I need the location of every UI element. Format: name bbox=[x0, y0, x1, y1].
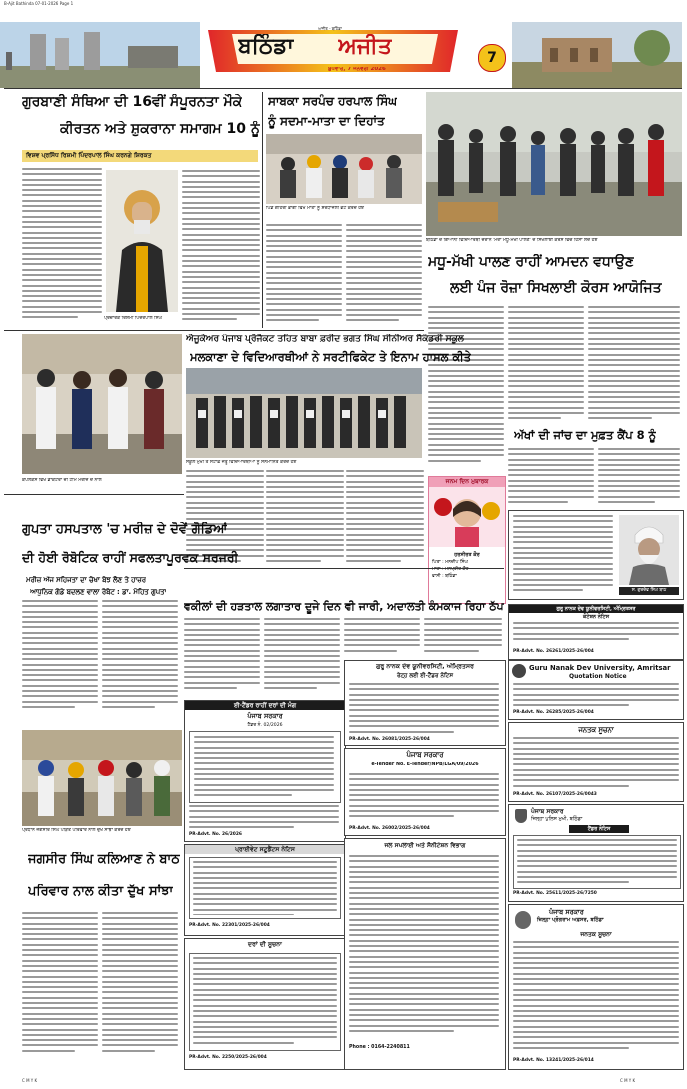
gndu-quotation-ad bbox=[508, 604, 684, 660]
gndu-rate-pr: PR-Advt. No. 26081/2025-26/004 bbox=[349, 737, 430, 742]
water-ad bbox=[344, 838, 506, 1070]
school-headline-1: ਐਜੂਕੇਅਰ ਪੰਜਾਬ ਪ੍ਰੋਜੈਕਟ ਤਹਿਤ ਬਾਬਾ ਫ਼ਰੀਦ ਭਗਤ ਸਿੰਘ ਸੀਨੀਅਰ ਸੈਕੰਡਰੀ ਸਕੂਲ bbox=[186, 334, 464, 344]
etender-body bbox=[349, 773, 499, 823]
footer-cmyk-left: C M Y K bbox=[22, 1078, 38, 1083]
school-body-2 bbox=[266, 470, 344, 566]
public-notice-body bbox=[513, 737, 679, 789]
police-table bbox=[513, 835, 681, 889]
gndu-en-body bbox=[513, 683, 679, 709]
seed-notice-title: ਪ੍ਰਾਈਵੇਟ ਸਟੂਡੈਂਟਸ ਨੋਟਿਸ bbox=[185, 845, 345, 854]
police-emblem-icon bbox=[515, 809, 527, 823]
lawyers-headline: ਵਕੀਲਾਂ ਦੀ ਹੜਤਾਲ ਲਗਾਤਾਰ ਦੂਜੇ ਦਿਨ ਵੀ ਜਾਰੀ, ਅਦਾਲਤੀ ਕੰਮਕਾਜ ਰਿਹਾ ਠੱਪ bbox=[184, 600, 504, 613]
rate-notice-table bbox=[189, 953, 341, 1051]
tender-ad-1 bbox=[184, 700, 346, 842]
program-officer-pr: PR-Advt. No. 13241/2025-26/014 bbox=[513, 1058, 594, 1063]
birthday-photo bbox=[429, 487, 505, 547]
sarpanch-headline-1: ਸਾਬਕਾ ਸਰਪੰਚ ਹਰਪਾਲ ਸਿੰਘ bbox=[268, 94, 398, 108]
date-line: ਬੁੱਧਵਾਰ, 7 ਜਨਵਰੀ 2026 bbox=[328, 67, 386, 72]
hospital-subhead: ਮਰੀਜ਼ ਅੱਜ ਸਹਿਜਤਾ ਦਾ ਚੋਖਾ ਬੋਝ ਲੈਣ ਤੇ ਹਾਜ਼ਰ bbox=[26, 576, 146, 584]
page-number: 7 bbox=[487, 50, 497, 66]
etender-no: e-Tender No. E-Tender/NPB/LGA/09/2026 bbox=[371, 762, 479, 767]
water-body bbox=[349, 855, 499, 1041]
gurbani-headline-2: ਕੀਰਤਨ ਅਤੇ ਸ਼ੁਕਰਾਨਾ ਸਮਾਗਮ 10 ਨੂੰ bbox=[60, 121, 260, 137]
students-photo-caption: ਬਠਿੰਡਾ ਦੇ ਗਿਆਨੀ ਵਿਦਿਆਰਥੀ ਦੌਰਾਨ 'ਮੇਰਾ ਮਧੂ-ਮੱਖੀ ਪਾਲਣ' ਦੇ ਸਿਖਲਾਈ ਕੋਰਸ ਵਿਚ ਹਿੱਸਾ ਲੈਂਦੇ ਹੋਏ bbox=[426, 238, 598, 243]
obituary-box bbox=[508, 510, 684, 600]
obituary-photo bbox=[619, 515, 679, 585]
jagsir-headline-1: ਜਗਸੀਰ ਸਿੰਘ ਕਲਿਆਣ ਨੇ ਬਾਠ bbox=[28, 852, 180, 867]
doctors-photo bbox=[22, 334, 182, 474]
doctors-photo-caption: ਕੰਪਲੈਕਸ ਵਿਖੇ ਡਾਕਟਰਾਂ ਦੀ ਟੀਮ ਮਰੀਜ਼ ਦੇ ਨਾਲ bbox=[22, 478, 102, 483]
seed-notice-ad bbox=[184, 844, 346, 936]
gurbani-headline-1: ਗੁਰਬਾਣੀ ਸੰਥਿਆ ਦੀ 16ਵੀਂ ਸੰਪੂਰਨਤਾ ਮੌਕੇ bbox=[22, 94, 243, 110]
school-headline-2: ਮਲਕਾਣਾ ਦੇ ਵਿਦਿਆਰਥੀਆਂ ਨੇ ਸਰਟੀਫਿਕੇਟ ਤੇ ਇਨਾਮ ਹਾਸਲ ਕੀਤੇ bbox=[190, 350, 472, 364]
public-notice-title: ਜਨਤਕ ਸੂਚਨਾ bbox=[578, 726, 614, 734]
school-photo bbox=[186, 368, 422, 458]
gndu-rate-body bbox=[349, 683, 499, 735]
gurbani-photo-caption: ਪ੍ਰਚਾਰਕ ਰਿਸ਼ਮੀ ਪਿੰਦਰਪਾਲ ਸਿੰਘ bbox=[104, 316, 163, 321]
gurbani-body-col1 bbox=[22, 168, 102, 328]
gndu-rate-sub: ਰੇਟ੍ਹ ਲਈ ਈ-ਟੈਂਡਰ ਨੋਟਿਸ bbox=[396, 673, 454, 679]
police-sub: ਜ਼ਿਲ੍ਹਾ ਪੁਲਿਸ ਮੁਖੀ, ਬਠਿੰਡਾ bbox=[531, 816, 583, 822]
birthday-father: ਪਿਤਾ : ਮਨਦੀਪ ਸਿੰਘ bbox=[432, 560, 468, 565]
honey-headline-1: ਮਧੂ-ਮੱਖੀ ਪਾਲਣ ਰਾਹੀਂ ਆਮਦਨ ਵਧਾਉਣ bbox=[428, 254, 635, 270]
page-number-badge bbox=[478, 44, 506, 72]
school-body-3 bbox=[346, 470, 424, 566]
footer-cmyk-right: C M Y K bbox=[620, 1078, 636, 1083]
obituary-caption: ਸ. ਗੁਰਦੇਵ ਸਿੰਘ ਬਾਠ bbox=[619, 587, 679, 595]
gndu-quotation-pa-body bbox=[513, 622, 679, 644]
etender-ad bbox=[344, 748, 506, 836]
eyes-body-1 bbox=[508, 448, 594, 508]
gurbani-photo bbox=[106, 170, 178, 312]
etender-pr: PR-Advt. No. 26002/2025-26/004 bbox=[349, 826, 430, 831]
water-title: ਜਲ ਸਪਲਾਈ ਅਤੇ ਸੈਨੀਟੇਸ਼ਨ ਵਿਭਾਗ bbox=[384, 842, 466, 849]
gndu-en-ad bbox=[508, 660, 684, 720]
sarpanch-photo-caption: ਪਿੰਡ ਗਹਿਰੀ ਭਾਗੀ ਵਿਖੇ ਮਾਤਾ ਨੂੰ ਸ਼ਰਧਾਂਜਲੀ ਭੇਟ ਕਰਦੇ ਹੋਏ bbox=[266, 206, 365, 211]
gndu-quotation-pa: ਗੁਰੂ ਨਾਨਕ ਦੇਵ ਯੂਨੀਵਰਸਿਟੀ, ਅੰਮ੍ਰਿਤਸਰ bbox=[509, 605, 683, 613]
gndu-rate-ad bbox=[344, 660, 506, 746]
school-photo-caption: ਸਕੂਲ ਮੁਖੀ ਤੇ ਸਟਾਫ਼ ਜੇਤੂ ਵਿਦਿਆਰਥੀਆਂ ਨੂੰ ਸਨਮਾਨਿਤ ਕਰਦੇ ਹੋਏ bbox=[186, 460, 297, 465]
masthead-brand: ਅਜੀਤ bbox=[338, 34, 392, 59]
eyes-body-2 bbox=[598, 448, 680, 508]
gurbani-subhead: ਵਿਸ਼ਵ ਪ੍ਰਸਿੱਧ ਰਿਸ਼ਮੀ ਪਿੰਦਰਪਾਲ ਸਿੰਘ ਕਰਨਗੇ ਸ਼ਿਰਕਤ bbox=[26, 152, 152, 159]
honey-body-1 bbox=[428, 306, 504, 472]
honey-headline-2: ਲਈ ਪੰਜ ਰੋਜ਼ਾ ਸਿਖਲਾਈ ਕੋਰਸ ਆਯੋਜਿਤ bbox=[450, 280, 662, 296]
row-rule-3 bbox=[184, 568, 504, 569]
honey-body-3 bbox=[588, 306, 680, 426]
tender-ad-1-org: ਪੰਜਾਬ ਸਰਕਾਰ bbox=[247, 712, 283, 720]
birthday-mother: ਮਾਤਾ : ਮਨਪ੍ਰੀਤ ਕੌਰ bbox=[432, 567, 469, 572]
gurbani-subhead-bar bbox=[22, 150, 258, 162]
print-strip: B-Ajit Bathinda 07-01-2026 Page 1 bbox=[4, 1, 74, 6]
tender-ad-1-title: ਈ-ਟੈਂਡਰ ਰਾਹੀਂ ਦਰਾਂ ਦੀ ਮੰਗ bbox=[185, 701, 345, 710]
rate-notice-ad bbox=[184, 938, 346, 1070]
gurbani-body-col3 bbox=[182, 170, 260, 328]
birthday-place: ਵਾਸੀ : ਬਠਿੰਡਾ bbox=[432, 574, 457, 579]
program-officer-notice: ਜਨਤਕ ਸੂਚਨਾ bbox=[580, 931, 612, 938]
police-tender-notice: ਟੈਂਡਰ ਨੋਟਿਸ bbox=[569, 825, 629, 833]
sarpanch-body-2 bbox=[346, 224, 422, 328]
col-rule-1 bbox=[262, 92, 263, 328]
row-rule-2 bbox=[4, 494, 184, 495]
gndu-rate-title: ਗੁਰੂ ਨਾਨਕ ਦੇਵ ਯੂਨੀਵਰਸਿਟੀ, ਅੰਮ੍ਰਿਤਸਰ bbox=[376, 663, 474, 670]
gndu-en-quotation: Quotation Notice bbox=[569, 673, 627, 680]
masthead-left-photo bbox=[0, 22, 200, 88]
tender-ad-1-ref: ਟੈਂਡਰ ਨੰ. 02/2026 bbox=[247, 723, 283, 728]
gndu-en-pr: PR-Advt. No. 26285/2025-26/004 bbox=[513, 710, 594, 715]
police-org: ਪੰਜਾਬ ਸਰਕਾਰ bbox=[531, 808, 564, 815]
birthday-box bbox=[428, 476, 506, 604]
masthead-right-photo bbox=[512, 22, 682, 88]
lawyers-body-3 bbox=[344, 618, 420, 658]
tender-ad-1-pr: PR-Advt. No. 26/2026 bbox=[189, 832, 242, 837]
program-officer-body bbox=[513, 941, 679, 1053]
hospital-headline-1: ਗੁਪਤਾ ਹਸਪਤਾਲ 'ਚ ਮਰੀਜ਼ ਦੇ ਦੋਵੇਂ ਗੋਡਿਆਂ bbox=[22, 522, 228, 537]
hospital-subhead-2: ਆਧੁਨਿਕ ਗੋਡੇ ਬਦਲਣ ਵਾਲਾ ਰੋਬੋਟ : ਡਾ. ਮੋਹਿਤ ਗੁਪਤਾ bbox=[30, 588, 167, 596]
birthday-name: ਹਰਸੀਰਤ ਕੌਰ bbox=[454, 552, 480, 558]
program-officer-ad bbox=[508, 904, 684, 1070]
jagsir-photo bbox=[22, 730, 182, 826]
honey-body-2 bbox=[508, 306, 584, 426]
tender-ad-1-body bbox=[189, 805, 339, 833]
program-officer-sub: ਜ਼ਿਲ੍ਹਾ ਪ੍ਰੋਗਰਾਮ ਅਫ਼ਸਰ, ਬਠਿੰਡਾ bbox=[537, 917, 604, 923]
hospital-headline-2: ਦੀ ਹੋਈ ਰੋਬੋਟਿਕ ਰਾਹੀਂ ਸਫਲਤਾਪੂਰਵਕ ਸਰਜਰੀ bbox=[22, 550, 239, 565]
lawyers-body-1 bbox=[184, 618, 260, 694]
sarpanch-photo bbox=[266, 134, 422, 204]
eyes-headline: ਅੱਖਾਂ ਦੀ ਜਾਂਚ ਦਾ ਮੁਫ਼ਤ ਕੈਂਪ 8 ਨੂੰ bbox=[514, 428, 657, 442]
rate-notice-title: ਦਰਾਂ ਦੀ ਸੂਚਨਾ bbox=[248, 941, 282, 948]
jagsir-body-2 bbox=[102, 912, 178, 1062]
gndu-quotation-pr: PR-Advt. No. 26261/2025-26/004 bbox=[513, 649, 594, 654]
masthead-city: ਬਠਿੰਡਾ bbox=[238, 34, 294, 59]
public-notice-pr: PR-Advt. No. 26107/2025-26/0043 bbox=[513, 792, 597, 797]
masthead-rule bbox=[4, 88, 682, 89]
obituary-text bbox=[513, 515, 613, 595]
jagsir-body-1 bbox=[22, 912, 98, 1062]
etender-org: ਪੰਜਾਬ ਸਰਕਾਰ bbox=[406, 751, 444, 759]
gndu-logo bbox=[512, 664, 526, 678]
students-photo bbox=[426, 92, 682, 236]
public-notice-ad bbox=[508, 722, 684, 802]
row-rule-1 bbox=[4, 330, 424, 331]
water-phone: Phone : 0164-2240811 bbox=[349, 1045, 410, 1050]
tender-ad-1-table bbox=[189, 731, 341, 803]
lawyers-body-4 bbox=[424, 618, 502, 658]
masthead-small: ਅਜੀਤ - ਬਠਿੰਡਾ bbox=[318, 26, 342, 31]
jagsir-photo-caption: ਪ੍ਰਧਾਨ ਜਗਸੀਰ ਸਿੰਘ ਪੀੜਤ ਪਰਿਵਾਰ ਨਾਲ ਦੁੱਖ ਸਾਂਝਾ ਕਰਦੇ ਹੋਏ bbox=[22, 828, 131, 833]
hospital-body-2 bbox=[102, 600, 178, 718]
punjab-emblem-icon bbox=[515, 911, 531, 929]
seed-notice-table bbox=[189, 857, 341, 919]
rate-notice-pr: PR-Advt. No. 2250/2025-26/004 bbox=[189, 1055, 267, 1060]
hospital-body-1 bbox=[22, 600, 98, 718]
police-pr: PR-Advt. No. 25611/2025-26/7250 bbox=[513, 891, 597, 896]
program-officer-org: ਪੰਜਾਬ ਸਰਕਾਰ bbox=[549, 908, 584, 916]
police-ad bbox=[508, 804, 684, 902]
birthday-banner: ਜਨਮ ਦਿਨ ਮੁਬਾਰਕ bbox=[429, 477, 505, 487]
jagsir-headline-2: ਪਰਿਵਾਰ ਨਾਲ ਕੀਤਾ ਦੁੱਖ ਸਾਂਝਾ bbox=[28, 884, 174, 899]
gndu-en-title: Guru Nanak Dev University, Amritsar bbox=[529, 664, 671, 672]
gndu-quotation-pa-notice: ਕੋਟੇਸ਼ਨ ਨੋਟਿਸ bbox=[582, 614, 610, 620]
sarpanch-body-1 bbox=[266, 224, 342, 328]
seed-notice-pr: PR-Advt. No. 22301/2025-26/004 bbox=[189, 923, 270, 928]
sarpanch-headline-2: ਨੂੰ ਸਦਮਾ-ਮਾਤਾ ਦਾ ਦਿਹਾਂਤ bbox=[268, 114, 385, 128]
lawyers-body-2 bbox=[264, 618, 340, 694]
